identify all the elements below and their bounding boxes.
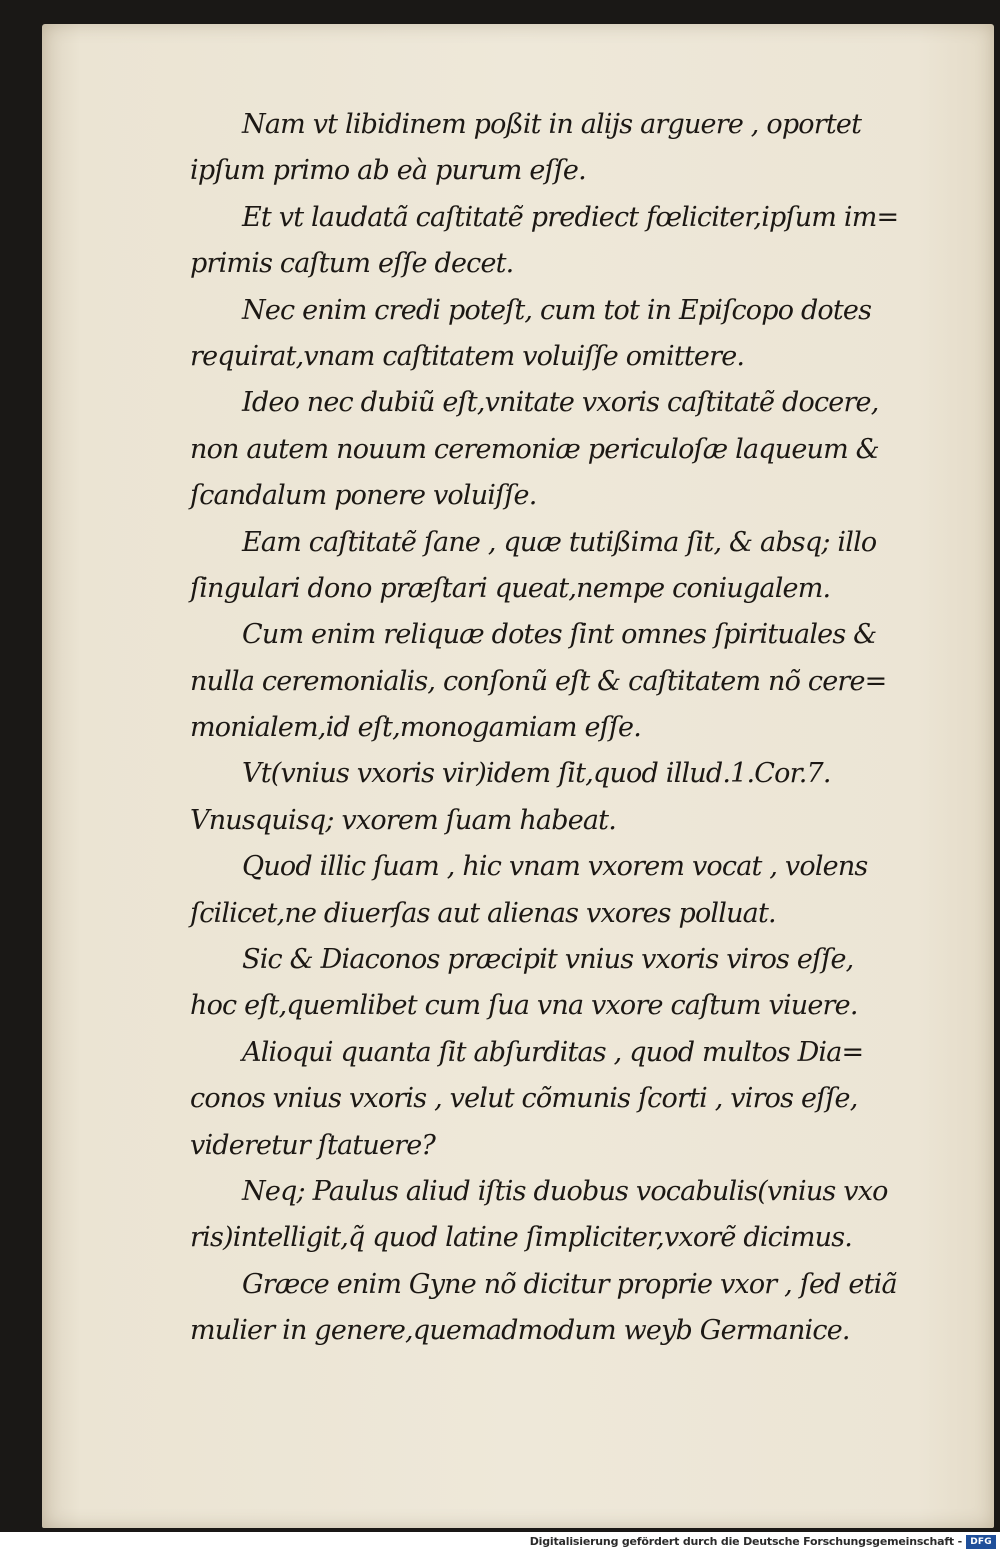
funding-note: Digitalisierung gefördert durch die Deutsche Forschungsgemeinschaft - (529, 1535, 962, 1548)
text-line: Ideo nec dubiũ eſt,vnitate vxoris caſtitatẽ docere, (242, 387, 879, 419)
book-page (42, 24, 994, 1528)
text-line: Sic & Diaconos præcipit vnius vxoris viros eſſe, (242, 944, 854, 976)
text-line: Vnusquisq; vxorem ſuam habeat. (190, 804, 617, 836)
text-line: Quod illic ſuam , hic vnam vxorem vocat , volens (242, 851, 868, 883)
text-line: non autem nouum ceremoniæ periculoſæ laqueum & (190, 433, 879, 465)
text-line: Græce enim Gyne nõ dicitur proprie vxor , ſed etiã (242, 1268, 897, 1300)
text-line: Alioqui quanta ſit abſurditas , quod multos Dia= (242, 1036, 864, 1068)
text-line: monialem,id eſt,monogamiam eſſe. (190, 712, 642, 744)
text-line: Eam caſtitatẽ ſane , quæ tutißima ſit, & absq; illo (242, 526, 877, 558)
text-line: ſcilicet,ne diuerſas aut alienas vxores polluat. (190, 897, 776, 929)
text-line: ſingulari dono præſtari queat,nempe coniugalem. (190, 572, 831, 604)
text-line: Vt(vnius vxoris vir)idem ſit,quod illud.1.Cor.7. (242, 758, 831, 790)
text-line: ſcandalum ponere voluiſſe. (190, 480, 537, 512)
text-line: conos vnius vxoris , velut cõmunis ſcorti , viros eſſe, (190, 1083, 858, 1115)
text-line: videretur ſtatuere? (190, 1129, 436, 1161)
text-line: requirat,vnam caſtitatem voluiſſe omittere. (190, 340, 745, 372)
page-text (190, 102, 905, 1355)
text-line: primis caſtum eſſe decet. (190, 248, 514, 280)
text-line: Cum enim reliquæ dotes ſint omnes ſpirituales & (242, 619, 877, 651)
text-line: ris)intelligit,q̃ quod latine ſimpliciter,vxorẽ dicimus. (190, 1222, 853, 1254)
footer-bar (0, 1532, 1000, 1552)
text-line: ipſum primo ab eà purum eſſe. (190, 155, 586, 187)
dfg-logo: DFG (966, 1535, 996, 1549)
text-line: mulier in genere,quemadmodum weyb Germanice. (190, 1315, 850, 1347)
text-line: Et vt laudatã caſtitatẽ prediect fœliciter,ipſum im= (242, 201, 899, 233)
text-line: nulla ceremonialis, conſonũ eſt & caſtitatem nõ cere= (190, 665, 887, 697)
text-line: Nam vt libidinem poßit in alijs arguere , oportet (242, 109, 862, 140)
text-line: Nec enim credi poteſt, cum tot in Epiſcopo dotes (242, 294, 872, 326)
text-line: hoc eſt,quemlibet cum ſua vna vxore caſtum viuere. (190, 990, 858, 1022)
text-line: Neq; Paulus aliud iſtis duobus vocabulis(vnius vxo (242, 1175, 888, 1207)
